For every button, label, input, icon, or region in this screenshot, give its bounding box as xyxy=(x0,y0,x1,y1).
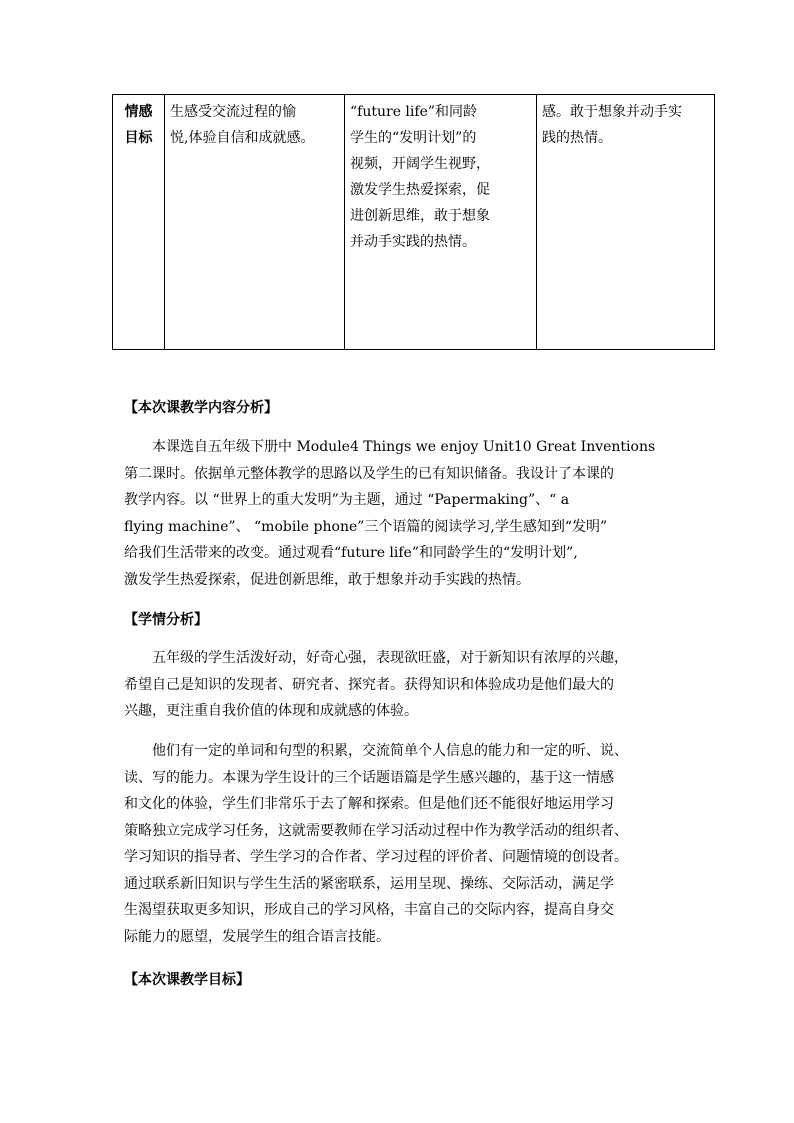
cell-line: 悦,体验自信和成就感。 xyxy=(170,130,315,146)
table-cell xyxy=(165,95,345,350)
paragraph-line: flying machine”、 “mobile phone”三个语篇的阅读学习,学生感知到“发明” xyxy=(124,518,608,535)
section-heading-teaching-objectives: 【本次课教学目标】 xyxy=(124,972,250,988)
row-label-line: 情感 xyxy=(124,104,153,120)
cell-line: 激发学生热爱探索，促 xyxy=(350,182,490,198)
cell-line: 感。敢于想象并动手实 xyxy=(542,104,682,120)
paragraph-student-analysis-2 xyxy=(124,738,674,950)
cell-line: 生感受交流过程的愉 xyxy=(170,104,296,120)
table-cell xyxy=(345,95,537,350)
paragraph-line: 读、写的能力。本课为学生设计的三个话题语篇是学生感兴趣的，基于这一情感 xyxy=(124,769,614,786)
paragraph-line: 学习知识的指导者、学生学习的合作者、学习过程的评价者、问题情境的创设者。 xyxy=(124,849,628,865)
paragraph-line: 本课选自五年级下册中 Module4 Things we enjoy Unit10 Great Inventions xyxy=(152,439,656,455)
cell-line: 进创新思维，敢于想象 xyxy=(350,208,490,224)
cell-line: 视频，开阔学生视野， xyxy=(350,156,490,172)
cell-line: 并动手实践的热情。 xyxy=(350,234,476,250)
paragraph-line: 五年级的学生活泼好动，好奇心强，表现欲旺盛，对于新知识有浓厚的兴趣， xyxy=(152,650,628,666)
table-cell xyxy=(537,95,715,350)
row-label-cell xyxy=(113,95,165,350)
paragraph-line: 教学内容。以 “世界上的重大发明”为主题，通过 “Papermaking”、“ a xyxy=(124,492,570,508)
paragraph-line: 激发学生热爱探索，促进创新思维，敢于想象并动手实践的热情。 xyxy=(124,571,530,588)
paragraph-line: 通过联系新旧知识与学生生活的紧密联系，运用呈现、操练、交际活动，满足学 xyxy=(124,875,614,892)
paragraph-content-analysis xyxy=(124,434,674,593)
paragraph-line: 际能力的愿望，发展学生的组合语言技能。 xyxy=(124,928,390,945)
paragraph-line: 他们有一定的单词和句型的积累，交流简单个人信息的能力和一定的听、说、 xyxy=(152,743,628,759)
cell-line: “future life”和同龄 xyxy=(350,104,478,120)
paragraph-line: 策略独立完成学习任务，这就需要教师在学习活动过程中作为教学活动的组织者、 xyxy=(124,822,628,839)
paragraph-line: 兴趣，更注重自我价值的体现和成就感的体验。 xyxy=(124,703,418,719)
cell-line: 践的热情。 xyxy=(542,130,612,146)
paragraph-line: 希望自己是知识的发现者、研究者、探究者。获得知识和体验成功是他们最大的 xyxy=(124,676,614,693)
paragraph-student-analysis-1 xyxy=(124,645,674,725)
objectives-table xyxy=(112,94,715,350)
section-heading-student-analysis: 【学情分析】 xyxy=(124,612,208,628)
cell-line: 学生的“发明计划”的 xyxy=(350,130,477,146)
paragraph-line: 和文化的体验，学生们非常乐于去了解和探索。但是他们还不能很好地运用学习 xyxy=(124,796,614,812)
row-label-line: 目标 xyxy=(124,130,153,146)
paragraph-line: 生渴望获取更多知识，形成自己的学习风格，丰富自己的交际内容，提高自身交 xyxy=(124,902,614,918)
paragraph-line: 第二课时。依据单元整体教学的思路以及学生的已有知识储备。我设计了本课的 xyxy=(124,465,614,482)
table-row xyxy=(113,95,715,350)
paragraph-line: 给我们生活带来的改变。通过观看“future life”和同龄学生的“发明计划”, xyxy=(124,545,578,561)
section-heading-content-analysis: 【本次课教学内容分析】 xyxy=(124,400,278,416)
